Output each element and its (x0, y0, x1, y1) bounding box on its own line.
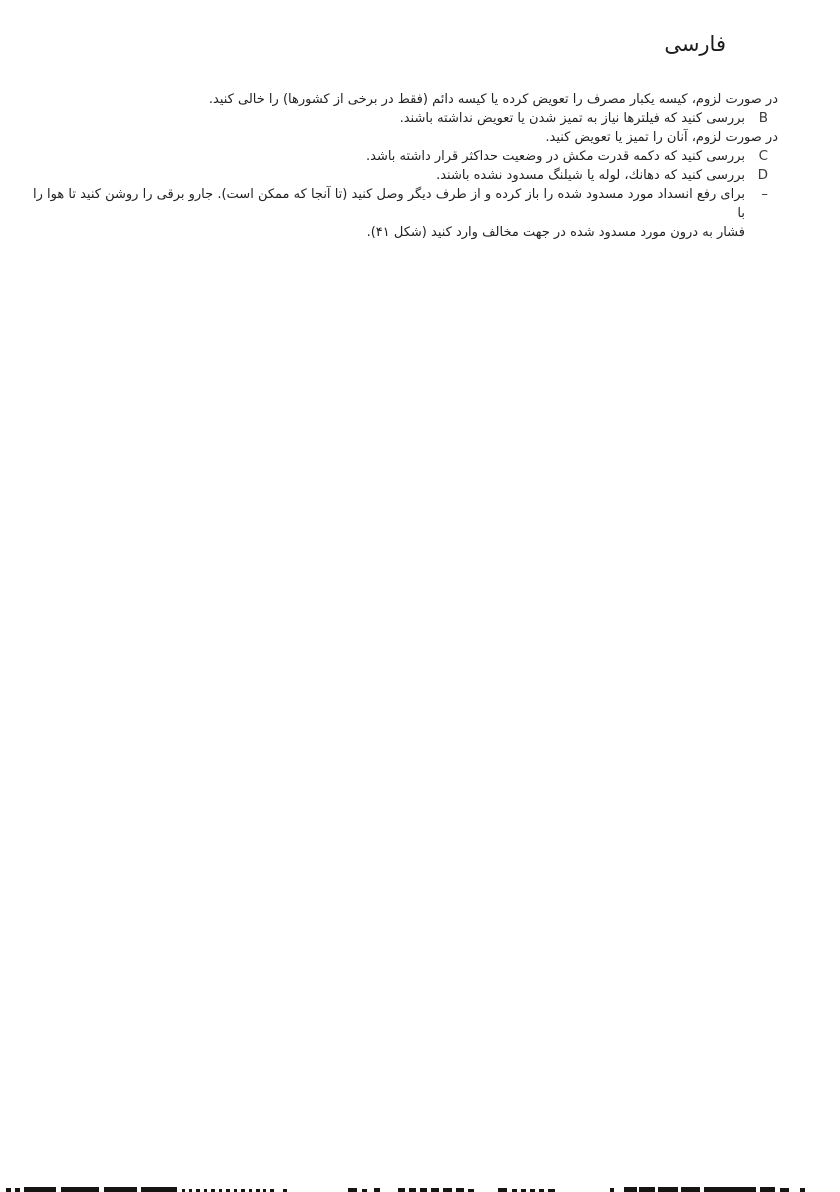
text-line-content: فشار به درون مورد مسدود شده در جهت مخالف وارد کنید (شکل ۴۱). (366, 225, 745, 240)
text-line-clean-replace (33, 128, 778, 147)
cut-off-text-fragment (760, 1187, 775, 1192)
section-heading-farsi: فارسی (664, 32, 726, 56)
cut-off-text-fragment (780, 1188, 789, 1192)
cut-off-text-fragment (681, 1187, 700, 1192)
text-line-content: برای رفع انسداد مورد مسدود شده را باز کرده و از طرف دیگر وصل کنید (تا آنجا که ممکن است). جارو برقی را روشن کنید تا هوا را با (33, 187, 745, 221)
text-line-item-c (33, 147, 778, 166)
cut-off-text-fragment (24, 1187, 56, 1192)
cut-off-text-fragment (420, 1188, 427, 1192)
cut-off-text-fragment (61, 1187, 99, 1192)
cut-off-text-fragment (443, 1188, 452, 1192)
cut-off-text-fragment (704, 1187, 756, 1192)
cut-off-text-fragment (639, 1187, 655, 1192)
cut-off-text-fragment (374, 1188, 380, 1192)
list-marker-d: D (757, 167, 768, 183)
cut-off-text-fragment (409, 1188, 416, 1192)
cut-off-text-fragment (431, 1188, 439, 1192)
cut-off-text-fragment (104, 1187, 137, 1192)
cut-off-text-fragment (800, 1188, 805, 1192)
text-line-content: بررسی کنید که فیلترها نیاز به تمیز شدن یا تعویض نداشته باشند. (399, 111, 745, 126)
text-line-content: بررسی کنید که دهانك، لوله یا شیلنگ مسدود نشده باشند. (436, 168, 745, 183)
text-line-content: در صورت لزوم، آنان را تمیز یا تعویض کنید. (545, 130, 778, 145)
cut-off-text-fragment (624, 1187, 637, 1192)
cut-off-text-fragment (658, 1187, 678, 1192)
list-marker-c: C (758, 148, 768, 164)
cut-off-text-fragment (398, 1188, 405, 1192)
cut-off-text-fragment (610, 1188, 614, 1192)
list-marker-dash: – (761, 186, 768, 202)
cut-off-text-fragment (141, 1187, 177, 1192)
cut-off-text-fragment (498, 1188, 507, 1192)
cut-off-text-fragment (456, 1188, 464, 1192)
text-line-item-d (33, 166, 778, 185)
text-line-dash-item-continuation (33, 223, 778, 242)
list-marker-b: B (758, 110, 768, 126)
text-line-content: بررسی کنید که دکمه قدرت مکش در وضعیت حداکثر قرار داشته باشد. (366, 149, 745, 164)
text-line-item-b (33, 109, 778, 128)
cut-off-text-fragment (15, 1188, 20, 1192)
instructions-text-block (33, 90, 778, 242)
text-line-bag-replace (33, 90, 778, 109)
text-line-dash-item (33, 185, 778, 223)
cut-off-text-fragment (6, 1188, 11, 1192)
cut-off-text-strip (0, 1183, 840, 1192)
text-line-content: در صورت لزوم، کیسه یکبار مصرف را تعویض کرده یا کیسه دائم (فقط در برخی از کشورها) را خالی کنید. (208, 92, 778, 107)
cut-off-text-fragment (348, 1188, 357, 1192)
